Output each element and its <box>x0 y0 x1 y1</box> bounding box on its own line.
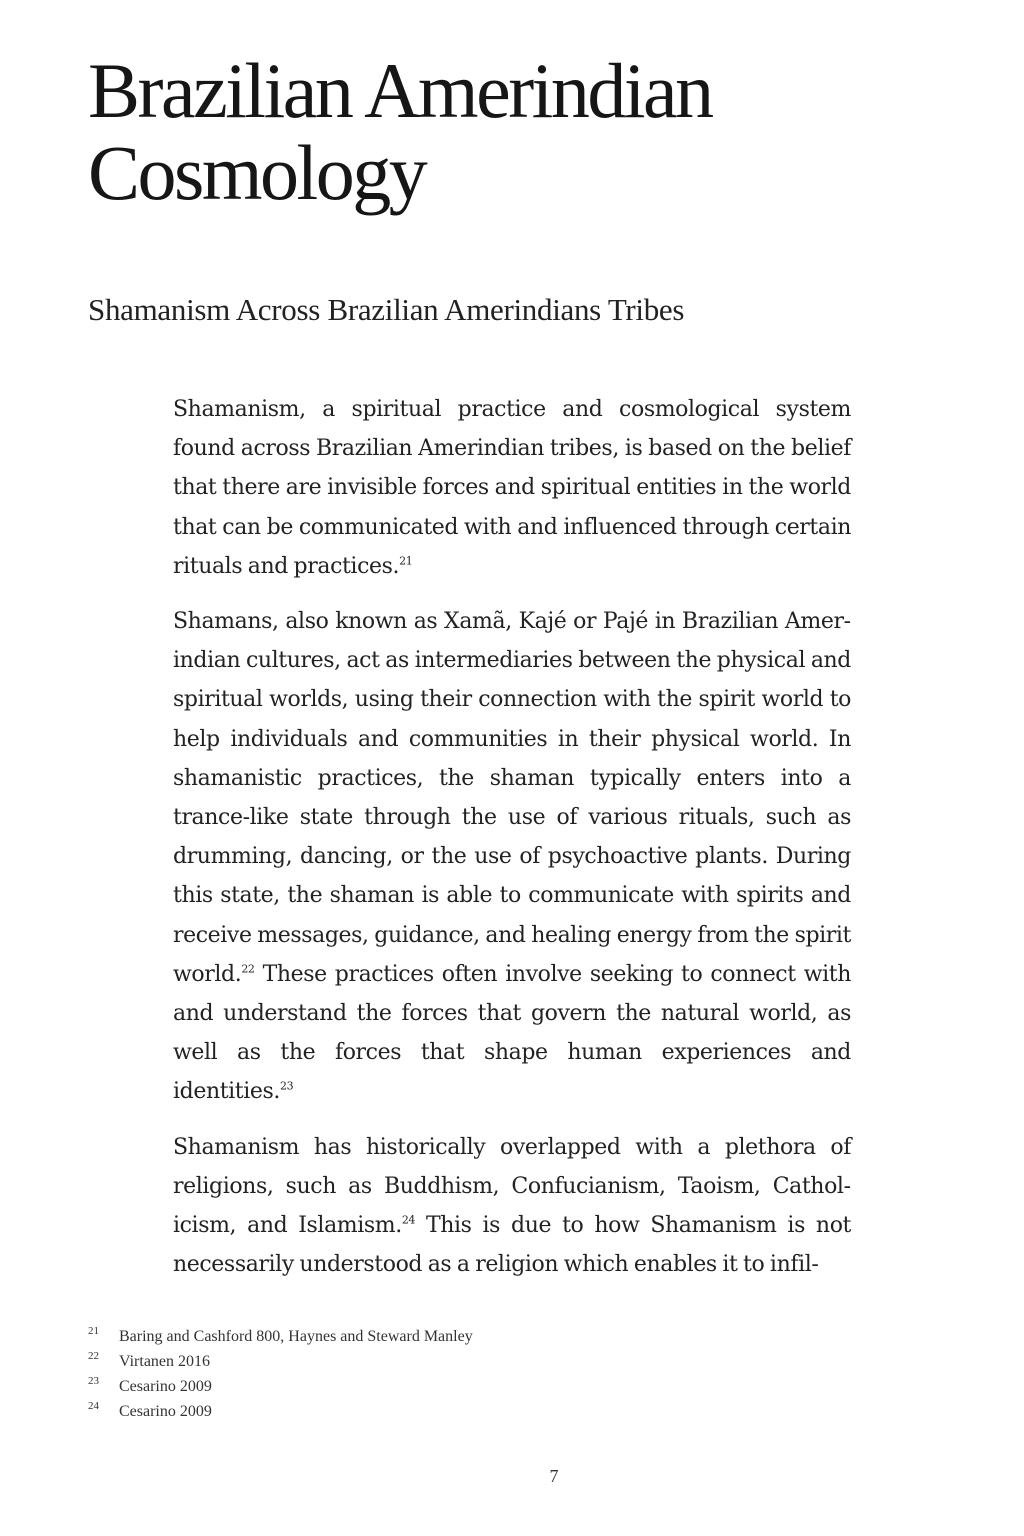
page-number: 7 <box>549 1466 559 1486</box>
paragraph <box>173 602 851 1112</box>
footnote-number: 21 <box>88 1325 99 1337</box>
footnotes <box>88 1324 848 1424</box>
footnote-ref[interactable]: 22 <box>241 962 255 976</box>
paragraph-text: These practices often involve seeking to connect with and understand the forces that govern the natural world, as well as the forces that shape human experiences and identities. <box>173 961 851 1105</box>
footnote-ref[interactable]: 23 <box>279 1080 294 1094</box>
footnote <box>88 1349 848 1374</box>
paragraph <box>173 390 851 586</box>
paragraph-text: Shamanism has historically overlapped with a plethora of religions, such as Buddhism, Confucianism, Taoism, Catholicism, and Islamism. <box>173 1134 851 1239</box>
footnote-ref[interactable]: 24 <box>401 1213 416 1227</box>
footnote-text: Virtanen 2016 <box>119 1353 211 1370</box>
footnote <box>88 1399 848 1424</box>
footnote-ref[interactable]: 21 <box>399 554 413 568</box>
paragraph <box>173 1128 851 1285</box>
body-text <box>173 390 851 1300</box>
footnote-number: 23 <box>88 1375 99 1387</box>
footnote-text: Cesarino 2009 <box>119 1378 212 1395</box>
section-subtitle: Shamanism Across Brazilian Amerindians Tribes <box>88 292 685 327</box>
paragraph-text: This is due to how Shamanism is not necessarily understood as a religion which enables it to infil- <box>173 1213 851 1278</box>
footnote-text: Baring and Cashford 800, Haynes and Steward Manley <box>119 1328 473 1345</box>
footnote <box>88 1324 848 1349</box>
footnote-number: 24 <box>88 1400 99 1412</box>
paragraph-text: Shamanism, a spiritual practice and cosmological system found across Brazilian Amerindian tribes, is based on the belief that there are invisible forces and spiritual entities in the world that can be communicated with and influenced through certain rituals and practices. <box>173 397 851 579</box>
footnote-text: Cesarino 2009 <box>119 1403 212 1420</box>
footnote <box>88 1374 848 1399</box>
footnote-number: 22 <box>88 1350 99 1362</box>
paragraph-text: Shamans, also known as Xamã, Kajé or Pajé in Brazilian Amerindian cultures, act as intermediaries between the physical and spiritual worlds, using their connection with the spirit world to help individuals and communities in their physical world. In shamanistic practices, the shaman typically enters into a trance-like state through the use of various rituals, such as drumming, dancing, or the use of psychoactive plants. During this state, the shaman is able to communicate with spirits and receive messages, guidance, and healing energy from the spirit world. <box>173 609 851 987</box>
chapter-title: Brazilian Amerindian Cosmology <box>88 47 712 216</box>
